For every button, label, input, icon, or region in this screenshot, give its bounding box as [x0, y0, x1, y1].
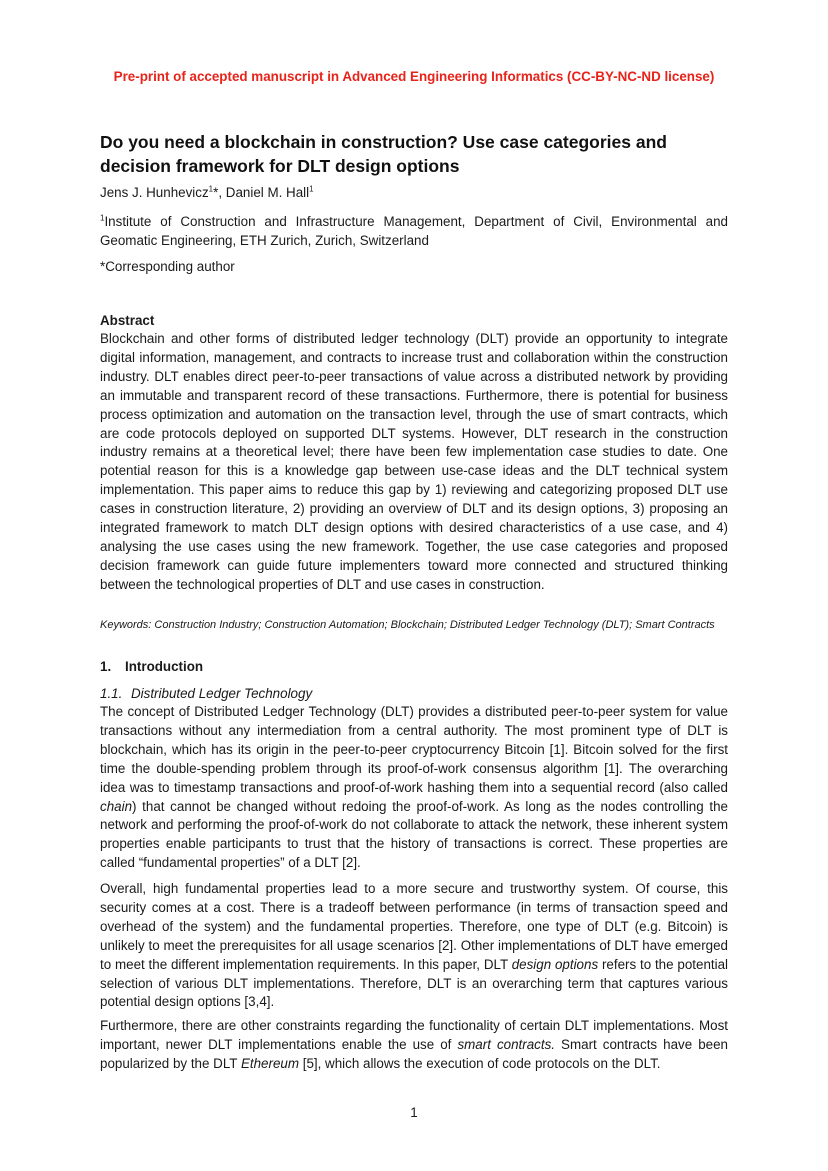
affiliation-marker: 1: [208, 184, 214, 194]
keywords-text: Construction Industry; Construction Automation; Blockchain; Distributed Ledger Technology (DLT); Smart Contracts: [154, 619, 715, 631]
paragraph-text: The concept of Distributed Ledger Technology (DLT) provides a distributed peer-to-peer system for value transactions without any intermediation from a central authority. The most prominent type of DLT is blockchain, which has its origin in the peer-to-peer cryptocurrency Bitcoin [1]. Bitcoin solved for the first time the double-spending problem through its proof-of-work consensus algorithm [1]. The overarching idea was to timestamp transactions and proof-of-work hashing them into a sequential record (also called: [100, 704, 728, 795]
author-list: [100, 184, 314, 202]
preprint-notice: Pre-print of accepted manuscript in Advanced Engineering Informatics (CC-BY-NC-ND license): [113, 69, 715, 84]
paragraph-text: Furthermore, there are other constraints regarding the functionality of certain DLT implementations. Most important, newer DLT implementations enable the use of: [100, 1018, 728, 1052]
paragraph-text: Smart contracts have been popularized by the DLT: [100, 1036, 729, 1071]
affiliation-marker: 1: [100, 213, 105, 223]
paragraph-text: Overall, high fundamental properties lead to a more secure and trustworthy system. Of course, this security comes at a cost. There is a tradeoff between performance (in terms of transaction speed and overhead of the system) and the fundamental properties. Therefore, one type of DLT (e.g. Bitcoin) is unlikely to meet the prerequisites for all usage scenarios [2]. Other implementations of DLT have emerged to meet the different implementation requirements. In this paper, DLT: [100, 881, 728, 972]
emphasis-term: chain: [100, 798, 133, 814]
affiliation-text: Institute of Construction and Infrastructure Management, Department of Civil, Environmental and Geomatic Engineering, ETH Zurich, Zurich, Switzerland: [100, 214, 728, 248]
paper-title: Do you need a blockchain in construction? Use case categories and decision framework for DLT design options: [100, 132, 667, 176]
emphasis-term: design options: [511, 956, 599, 972]
paragraph-text: [5], which allows the execution of code protocols on the DLT.: [299, 1055, 661, 1071]
paragraph-text: refers to the potential selection of various DLT implementations. Therefore, DLT is an overarching term that captures various potential design options [3,4].: [100, 956, 729, 1010]
subsection-heading: [100, 685, 312, 703]
page-number: 1: [410, 1105, 418, 1120]
paragraph-text: ) that cannot be changed without redoing the proof-of-work. As long as the nodes controlling the network and performing the proof-of-work do not collaborate to attack the network, these inherent system properties enable participants to trust that the history of transactions is correct. These properties are called “fundamental properties” of a DLT [2].: [100, 798, 728, 871]
author-name: Daniel M. Hall: [225, 185, 310, 200]
body-paragraph: [100, 880, 728, 1012]
body-paragraph: [100, 1017, 728, 1074]
author-name: Jens J. Hunhevicz: [100, 185, 209, 200]
affiliation: [100, 212, 728, 250]
abstract-body: Blockchain and other forms of distributed ledger technology (DLT) provide an opportunity to integrate digital information, management, and contracts to increase trust and collaboration within the construction industry. DLT enables direct peer-to-peer transactions of value across a distributed network by providing an immutable and transparent record of these transactions. Furthermore, there is potential for business process optimization and automation on the transaction level, through the use of smart contracts, which are code protocols deployed on supported DLT systems. However, DLT research in the construction industry remains at a theoretical level; there have been few implementation case studies to date. One potential reason for this is a knowledge gap between use-case ideas and the DLT technical system implementation. This paper aims to reduce this gap by 1) reviewing and categorizing proposed DLT use cases in construction literature, 2) providing an overview of DLT and its design options, 3) proposing an integrated framework to match DLT design options with desired characteristics of a use case, and 4) analysing the use cases using the new framework. Together, the use case categories and proposed decision framework can guide future implementers toward more connected and structured thinking between the technological properties of DLT and use cases in construction.: [100, 331, 728, 592]
emphasis-term: smart contracts.: [457, 1036, 555, 1052]
section-number: 1.: [100, 659, 112, 674]
keywords-label: Keywords:: [100, 619, 152, 631]
subsection-title: Distributed Ledger Technology: [131, 686, 313, 701]
abstract-heading: Abstract: [100, 313, 155, 328]
corresponding-author-note: *Corresponding author: [100, 259, 235, 274]
subsection-number: 1.1.: [100, 686, 123, 701]
section-heading: [100, 658, 203, 676]
keywords: [100, 618, 728, 634]
affiliation-marker: 1: [309, 184, 314, 194]
corresponding-marker: *,: [213, 185, 226, 200]
emphasis-term: Ethereum: [240, 1055, 299, 1071]
section-title: Introduction: [125, 659, 204, 674]
body-paragraph: [100, 703, 728, 873]
